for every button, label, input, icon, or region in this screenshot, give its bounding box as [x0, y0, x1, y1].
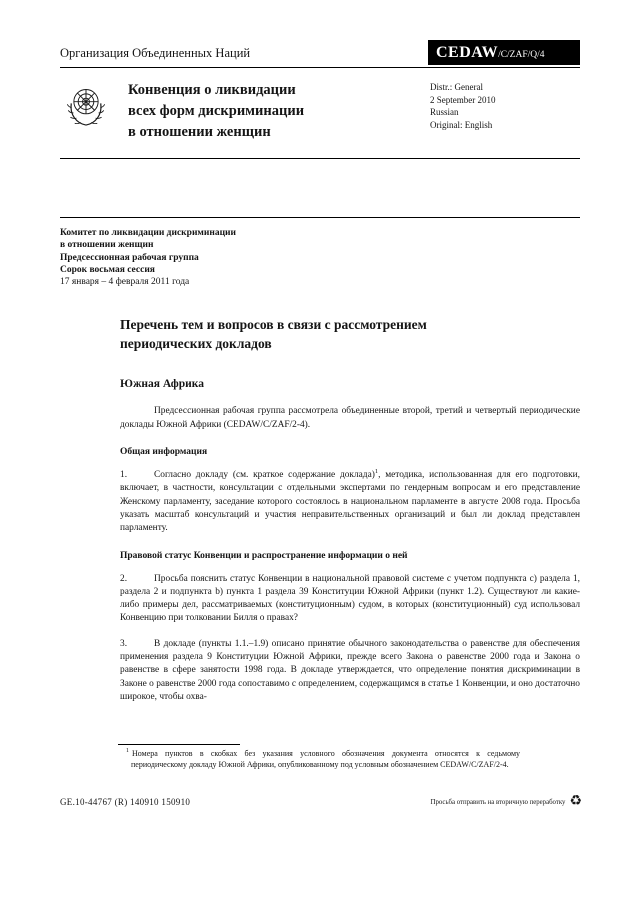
- recycle-notice: [431, 795, 582, 809]
- convention-title: [128, 78, 406, 143]
- footnote-reference-mark: 1: [374, 467, 379, 475]
- language-line: Russian: [430, 107, 459, 117]
- un-emblem-icon: [60, 78, 114, 143]
- original-language-line: Original: English: [430, 119, 493, 130]
- document-title-line1: Перечень тем и вопросов в связи с рассмотрением: [120, 317, 427, 333]
- session-number: Сорок восьмая сессия: [60, 264, 155, 275]
- committee-block: [60, 227, 580, 288]
- masthead: [60, 40, 580, 65]
- convention-title-line3: в отношении женщин: [128, 124, 271, 140]
- footnote: [118, 749, 520, 771]
- recycle-note-text: Просьба отправить на вторичную переработку: [430, 798, 566, 806]
- paragraph-3-text: В докладе (пункты 1.1.–1.9) описано принятие обычного законодательства о равенстве для обеспечения применения раздела 9 Конституции Южной Африки, прежде всего Закона о равенстве 2000 года и Закона о равенстве в сфере занятости 1998 года. В докладе утверждается, что определение понятия дискриминации в Законе о равенстве 2000 года сопоставимо с определением, содержащимся в статье 1 Конвенции, и оно достаточно широкое, чтобы охва-: [120, 638, 580, 702]
- session-dates: 17 января – 4 февраля 2011 года: [60, 277, 190, 288]
- paragraph-1-text-pre: Согласно докладу (см. краткое содержание доклада): [154, 470, 375, 481]
- masthead-body: [60, 78, 580, 143]
- footnote-text: Номера пунктов в скобках без указания условного обозначения документа относятся к седьмому периодическому докладу Южной Африки, опубликованному под условным обозначением CEDAW/C/ZAF/2-4.: [131, 749, 520, 769]
- org-name: Организация Объединенных Наций: [60, 46, 251, 60]
- paragraph-1: [120, 469, 580, 535]
- distribution-block: [430, 78, 580, 143]
- footnote-rule: [118, 744, 240, 745]
- intro-paragraph: Предсессионная рабочая группа рассмотрела объединенные второй, третий и четвертый периодические доклады Южной Африки (CEDAW/C/ZAF/2-4).: [120, 406, 580, 430]
- convention-title-line2: всех форм дискриминации: [128, 103, 305, 119]
- paragraph-2: [120, 573, 580, 626]
- header-gap: [60, 159, 580, 215]
- footnote-block: [118, 744, 520, 771]
- paragraph-3: [120, 638, 580, 704]
- doc-symbol-suffix: /C/ZAF/Q/4: [498, 50, 545, 60]
- document-title-line2: периодических докладов: [120, 336, 272, 352]
- convention-title-line1: Конвенция о ликвидации: [128, 82, 296, 98]
- header-rule-top: [60, 67, 580, 68]
- date-line: 2 September 2010: [430, 94, 496, 105]
- paragraph-1-text-post: , методика, использованная для его подготовки, включает, в частности, консультации с отдельными экспертами по гендерным вопросам и его представление Женскому парламенту, заседание которого состоялось в национальном парламенте в августе 2008 года. Просьба указать масштаб консультаций и участия неправительственных организаций и был ли доклад представлен парламенту.: [120, 470, 580, 534]
- committee-name-line2: в отношении женщин: [60, 240, 154, 251]
- committee-name-line1: Комитет по ликвидации дискриминации: [60, 228, 237, 238]
- distr-line: Distr.: General: [430, 82, 483, 92]
- paragraph-2-text: Просьба пояснить статус Конвенции в национальной правовой системе с учетом подпункта c) раздела 1, раздела 2 и подпункта b) пункта 1 раздела 39 Конституции Южной Африки (пункт 1.2). Существуют ли какие-либо примеры дел, рассматриваемых (конституционным) судом, в которых (конституционный) суд использовал Конвенцию при толковании Билля о правах?: [120, 573, 580, 624]
- committee-rule: [60, 217, 580, 218]
- page-footer: [60, 795, 582, 809]
- doc-symbol-box: [428, 40, 580, 65]
- footnote-number: 1: [126, 748, 129, 755]
- paragraph-3-number: 3.: [120, 638, 128, 649]
- document-title: [120, 315, 580, 353]
- footer-reference: GE.10-44767 (R) 140910 150910: [60, 797, 191, 807]
- section-heading-legal-status: Правовой статус Конвенции и распространение информации о ней: [120, 550, 408, 561]
- paragraph-1-number: 1.: [120, 470, 128, 481]
- working-group: Предсессионная рабочая группа: [60, 252, 199, 263]
- recycle-icon: ♻: [569, 794, 582, 809]
- doc-symbol: CEDAW: [436, 44, 499, 61]
- paragraph-2-number: 2.: [120, 573, 128, 584]
- country-heading: Южная Африка: [120, 378, 204, 391]
- document-body: [120, 315, 580, 704]
- section-heading-general: Общая информация: [120, 447, 208, 458]
